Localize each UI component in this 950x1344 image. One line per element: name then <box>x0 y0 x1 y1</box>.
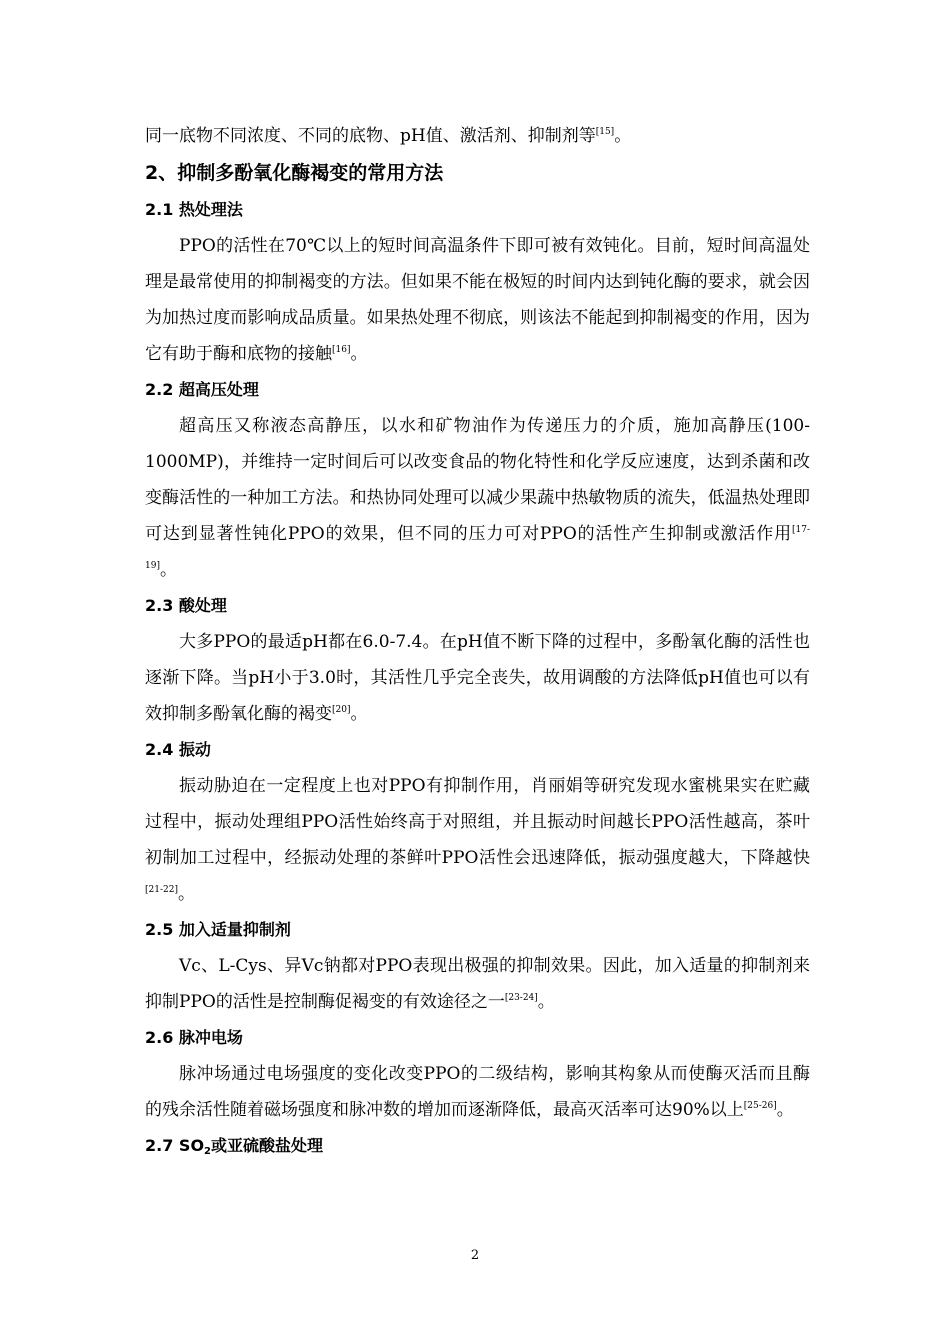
subsection-heading-2-3: 2.3 酸处理 <box>145 596 227 615</box>
paragraph-continuation: 同一底物不同浓度、不同的底物、pH值、激活剂、抑制剂等[15]。 <box>145 126 632 146</box>
citation: [25-26] <box>743 1101 777 1111</box>
paragraph-2-1: PPO的活性在70℃以上的短时间高温条件下即可被有效钝化。目前，短时间高温处理是最常使用的抑制褐变的方法。但如果不能在极短的时间内达到钝化酶的要求，就会因为加热过度而影响成品质量。如果热处理不彻底，则该法不能起到抑制褐变的作用，因为它有助于酶和底物的接触[16]。 <box>145 236 810 364</box>
citation: [20] <box>332 705 351 715</box>
subsection-heading-2-5: 2.5 加入适量抑制剂 <box>145 920 291 939</box>
paragraph-2-5: Vc、L-Cys、异Vc钠都对PPO表现出极强的抑制效果。因此，加入适量的抑制剂来抑制PPO的活性是控制酶促褐变的有效途径之一[23-24]。 <box>145 956 810 1012</box>
paragraph-2-2: 超高压又称液态高静压，以水和矿物油作为传递压力的介质，施加高静压(100-1000MP)，并维持一定时间后可以改变食品的物化特性和化学反应速度，达到杀菌和改变酶活性的一种加工方法。和热协同处理可以减少果蔬中热敏物质的流失，低温热处理即可达到显著性钝化PPO的效果，但不同的压力可对PPO的活性产生抑制或激活作用[17-19]。 <box>145 416 810 580</box>
paragraph-2-3: 大多PPO的最适pH都在6.0-7.4。在pH值不断下降的过程中，多酚氧化酶的活性也逐渐下降。当pH小于3.0时，其活性几乎完全丧失，故用调酸的方法降低pH值也可以有效抑制多酚氧化酶的褐变[20]。 <box>145 632 810 724</box>
citation: [23-24] <box>504 993 538 1003</box>
paragraph-2-4: 振动胁迫在一定程度上也对PPO有抑制作用，肖丽娟等研究发现水蜜桃果实在贮藏过程中，振动处理组PPO活性始终高于对照组，并且振动时间越长PPO活性越高，茶叶初制加工过程中，经振动处理的茶鲜叶PPO活性会迅速降低，振动强度越大，下降越快[21-22]。 <box>145 776 810 904</box>
page-body <box>145 118 810 1164</box>
citation: [16] <box>332 345 351 355</box>
paragraph-2-6: 脉冲场通过电场强度的变化改变PPO的二级结构，影响其构象从而使酶灭活而且酶的残余活性随着磁场强度和脉冲数的增加而逐渐降低，最高灭活率可达90%以上[25-26]。 <box>145 1064 810 1120</box>
subsection-heading-2-6: 2.6 脉冲电场 <box>145 1028 243 1047</box>
subsection-heading-2-4: 2.4 振动 <box>145 740 211 759</box>
citation: [21-22] <box>145 885 178 895</box>
citation: [15] <box>595 127 615 137</box>
subscript: 2 <box>204 1146 212 1157</box>
subsection-heading-2-7: 2.7 $SO_2$或亚硫酸盐处理 <box>145 1136 324 1157</box>
page-number: 2 <box>470 1248 480 1263</box>
citation: [17-19] <box>145 525 810 571</box>
subsection-heading-2-2: 2.2 超高压处理 <box>145 380 259 399</box>
section-heading: 2、抑制多酚氧化酶褐变的常用方法 <box>145 162 444 184</box>
subsection-heading-2-1: 2.1 热处理法 <box>145 200 243 219</box>
